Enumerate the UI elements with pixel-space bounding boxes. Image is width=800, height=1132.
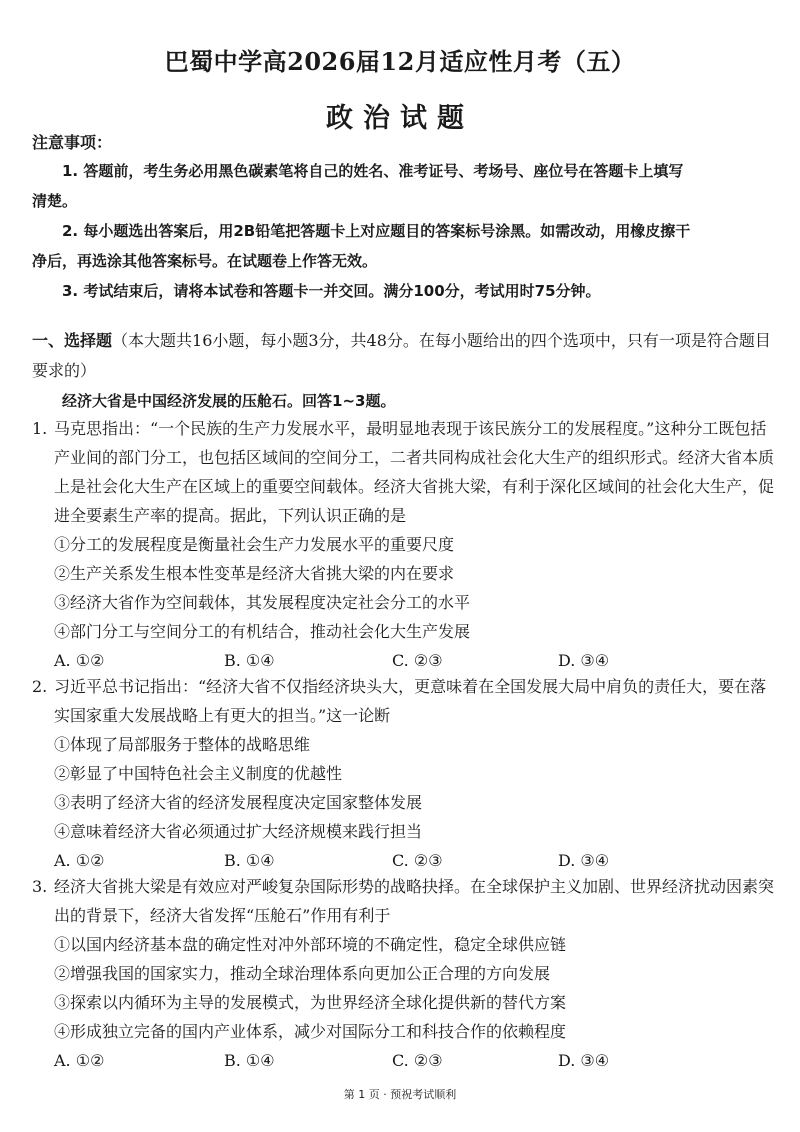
question-1 xyxy=(32,414,778,675)
notice-item-3-first: 3. 考试结束后，请将本试卷和答题卡一并交回。满分100分，考试用时75分钟。 xyxy=(62,282,601,300)
question-1-choice-a: A. ①② xyxy=(54,651,105,670)
question-1-choice-b: B. ①④ xyxy=(224,651,275,670)
question-2 xyxy=(32,672,778,875)
question-3-choice-b: B. ①④ xyxy=(224,1051,275,1070)
notice-item-2 xyxy=(32,216,774,276)
section-title: 一、选择题 xyxy=(32,331,113,350)
question-2-choices xyxy=(32,846,778,875)
question-3-option-3: ③探索以内循环为主导的发展模式，为世界经济全球化提供新的替代方案 xyxy=(54,993,567,1012)
section-desc: （本大题共16小题，每小题3分，共48分。在每小题给出的四个选项中，只有一项是符合题目要求的） xyxy=(32,331,771,380)
question-1-choice-d: D. ③④ xyxy=(558,651,610,670)
notice-item-1-rest: 清楚。 xyxy=(32,192,78,210)
question-3-stem xyxy=(32,872,778,930)
question-3-choice-a: A. ①② xyxy=(54,1051,105,1070)
question-3 xyxy=(32,872,778,1075)
question-2-number: 2. xyxy=(32,677,48,696)
question-1-option-4: ④部门分工与空间分工的有机结合，推动社会化大生产发展 xyxy=(54,622,471,641)
question-1-option-2: ②生产关系发生根本性变革是经济大省挑大梁的内在要求 xyxy=(54,564,455,583)
question-1-stem xyxy=(32,414,778,530)
question-3-option-1: ①以国内经济基本盘的确定性对冲外部环境的不确定性，稳定全球供应链 xyxy=(54,935,567,954)
question-3-text: 经济大省挑大梁是有效应对严峻复杂国际形势的战略抉择。在全球保护主义加剧、世界经济扰动因素突出的背景下，经济大省发挥“压舱石”作用有利于 xyxy=(54,877,775,925)
question-3-option-2: ②增强我国的国家实力，推动全球治理体系向更加公正合理的方向发展 xyxy=(54,964,551,983)
question-2-option-4: ④意味着经济大省必须通过扩大经济规模来践行担当 xyxy=(54,822,423,841)
question-1-text: 马克思指出：“一个民族的生产力发展水平，最明显地表现于该民族分工的发展程度。”这种分工既包括产业间的部门分工，也包括区域间的空间分工，二者共同构成社会化大生产的组织形式。经济大省本质上是社会化大生产在区域上的重要空间载体。经济大省挑大梁，有利于深化区域间的社会化大生产，促进全要素生产率的提高。据此，下列认识正确的是 xyxy=(54,419,775,525)
section-heading xyxy=(32,326,774,386)
question-2-option-3: ③表明了经济大省的经济发展程度决定国家整体发展 xyxy=(54,793,423,812)
section-intro: 经济大省是中国经济发展的压舱石。回答1~3题。 xyxy=(62,392,396,410)
notice-item-3 xyxy=(32,276,774,306)
notice-heading: 注意事项： xyxy=(32,133,113,152)
question-2-stem xyxy=(32,672,778,730)
question-2-choice-b: B. ①④ xyxy=(224,851,275,870)
question-3-choices xyxy=(32,1046,778,1075)
notice-item-2-first: 2. 每小题选出答案后，用2B铅笔把答题卡上对应题目的答案标号涂黑。如需改动，用橡皮擦干 xyxy=(62,222,691,240)
question-2-choice-c: C. ②③ xyxy=(392,851,443,870)
question-2-option-1: ①体现了局部服务于整体的战略思维 xyxy=(54,735,311,754)
question-2-choice-a: A. ①② xyxy=(54,851,105,870)
question-1-choices xyxy=(32,646,778,675)
subject-title: 政治试题 xyxy=(326,103,474,134)
page-footer: 第 1 页 · 预祝考试顺利 xyxy=(343,1088,457,1101)
question-2-text: 习近平总书记指出：“经济大省不仅指经济块头大，更意味着在全国发展大局中肩负的责任大，要在落实国家重大发展战略上有更大的担当。”这一论断 xyxy=(54,677,767,725)
question-3-number: 3. xyxy=(32,877,48,896)
question-2-choice-d: D. ③④ xyxy=(558,851,610,870)
notice-item-2-rest: 净后，再选涂其他答案标号。在试题卷上作答无效。 xyxy=(32,252,378,270)
question-1-number: 1. xyxy=(32,419,48,438)
question-3-choice-d: D. ③④ xyxy=(558,1051,610,1070)
question-3-choice-c: C. ②③ xyxy=(392,1051,443,1070)
question-1-option-1: ①分工的发展程度是衡量社会生产力发展水平的重要尺度 xyxy=(54,535,455,554)
question-1-option-3: ③经济大省作为空间载体，其发展程度决定社会分工的水平 xyxy=(54,593,471,612)
notice-item-1-first: 1. 答题前，考生务必用黑色碳素笔将自己的姓名、准考证号、考场号、座位号在答题卡上填写 xyxy=(62,162,684,180)
notice-item-1 xyxy=(32,156,774,216)
question-1-choice-c: C. ②③ xyxy=(392,651,443,670)
question-3-option-4: ④形成独立完备的国内产业体系，减少对国际分工和科技合作的依赖程度 xyxy=(54,1022,567,1041)
exam-title: 巴蜀中学高2026届12月适应性月考（五） xyxy=(164,47,636,76)
question-2-option-2: ②彰显了中国特色社会主义制度的优越性 xyxy=(54,764,343,783)
